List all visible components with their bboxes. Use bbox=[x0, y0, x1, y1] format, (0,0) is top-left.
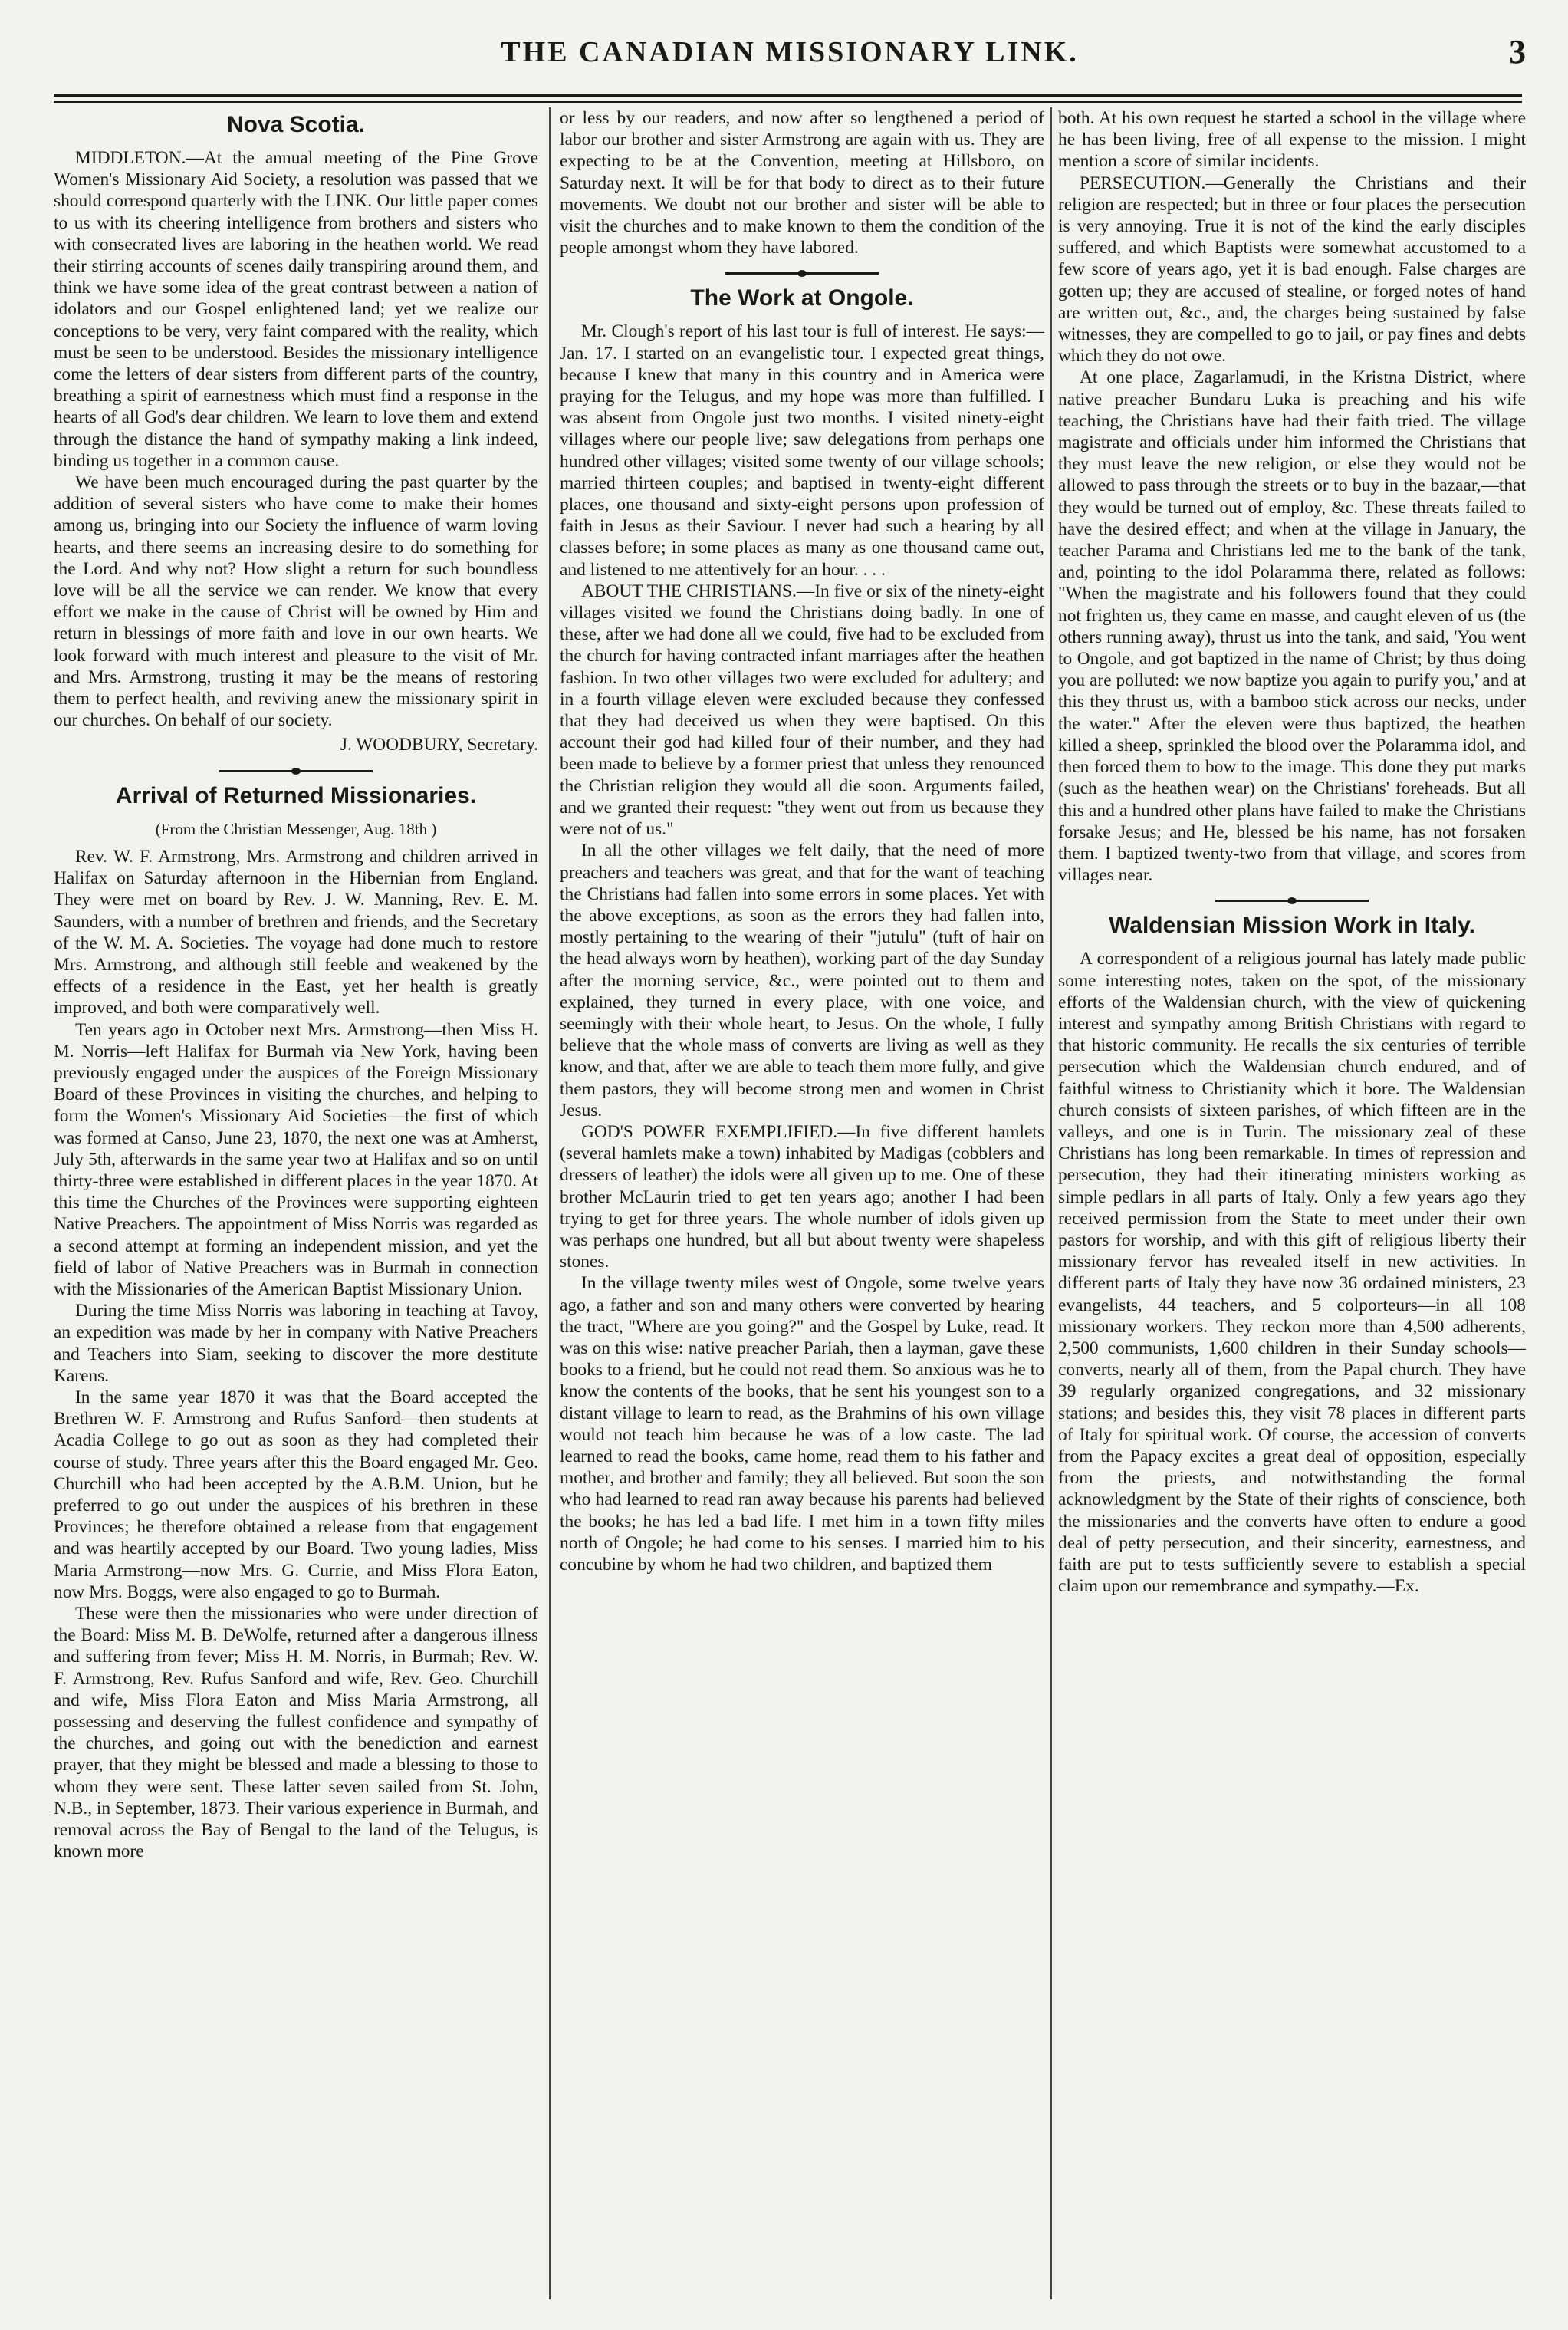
section-divider bbox=[725, 272, 879, 275]
article-paragraph: GOD'S POWER EXEMPLIFIED.—In five different hamlets (several hamlets make a town) inhabited by Madigas (cobblers and dressers of leather) the idols were all given up to me. One of these brother McLaurin tried to get ten years ago; another I had been trying to get for three years. The whole number of idols given up was perhaps one hundred, but all but about twenty were shapeless stones. bbox=[560, 1121, 1044, 1272]
article-paragraph: A correspondent of a religious journal has lately made public some interesting notes, taken on the spot, of the missionary efforts of the Waldensian church, with the view of quickening interest and sympathy among British Christians with regard to that historic community. He recalls the six centuries of terrible persecution which the Waldensian church endured, and of faithful witness to Christianity which it bore. The Waldensian church consists of sixteen parishes, of which fifteen are in the valleys, and one is in Turin. The missionary zeal of these Christians has long been remarkable. In times of repression and persecution, they had their itinerating ministers working as simple pedlars in all parts of Italy. Only a few years ago they received permission from the State to meet under their own pastors for worship, and with this gift of religious liberty their missionary fervor has revealed itself in new activities. In different parts of Italy they have now 36 ordained ministers, 23 evangelists, 44 teachers, and 5 colporteurs—in all 108 missionary workers. They reckon more than 4,500 adherents, 2,500 communists, 1,600 children in their Sunday schools—converts, nearly all of them, from the Papal church. They have 39 regularly organized congregations, and 32 missionary stations; and besides this, they visit 78 places in different parts of Italy for spiritual work. Of course, the accession of converts from the Papacy excites a great deal of opposition, especially from the priests, and notwithstanding the formal acknowledgment by the State of their rights of conscience, both the missionaries and the converts have often to endure a good deal of petty persecution, and their sincerity, earnestness, and faith are put to tests sufficiently severe to establish a special claim upon our remembrance and sympathy.—Ex. bbox=[1058, 949, 1526, 1597]
column-2 bbox=[560, 107, 1044, 2299]
column-divider bbox=[549, 107, 551, 2299]
article-source: (From the Christian Messenger, Aug. 18th ) bbox=[155, 819, 437, 838]
page-number: 3 bbox=[1509, 33, 1526, 71]
signature: J. WOODBURY, Secretary. bbox=[340, 735, 538, 755]
article-heading-waldensian: Waldensian Mission Work in Italy. bbox=[1109, 913, 1475, 939]
newspaper-title: THE CANADIAN MISSIONARY LINK. bbox=[501, 36, 1079, 68]
article-continuation: or less by our readers, and now after so lengthened a period of labor our brother and sister Armstrong are again with us. They are expecting to be at the Convention, meeting at Hillsboro, on Saturday next. It will be for that body to direct as to their future movements. We doubt not our brother and sister will be able to visit the churches and to make known to them the condition of the people amongst whom they have labored. bbox=[560, 108, 1044, 258]
section-divider bbox=[1215, 900, 1369, 902]
article-heading-ongole: The Work at Ongole. bbox=[690, 285, 914, 311]
column-3 bbox=[1058, 107, 1526, 2299]
article-paragraph: We have been much encouraged during the past quarter by the addition of several sisters who have come to make their homes among us, bringing into our Society the influence of warm loving hearts, and there seems an increasing desire to do something for the Lord. And why not? How slight a return for such boundless love will be all the service we can render. We know that every effort we make in the cause of Christ will be owned by Him and return in blessings of more faith and love in our own hearts. We look forward with much interest and pleasure to the visit of Mr. and Mrs. Armstrong, trusting it may be the means of restoring them to perfect health, and reviving anew the missionary spirit in our churches. On behalf of our society. bbox=[54, 472, 538, 731]
masthead bbox=[54, 21, 1526, 75]
article-heading-nova-scotia: Nova Scotia. bbox=[226, 112, 366, 137]
article-heading-arrival: Arrival of Returned Missionaries. bbox=[115, 782, 477, 808]
article-paragraph: These were then the missionaries who were under direction of the Board: Miss M. B. DeWolfe, returned after a dangerous illness and suffering from fever; Miss H. M. Norris, in Burmah; Rev. W. F. Armstrong, Rev. Rufus Sanford and wife, Rev. Geo. Churchill and wife, Miss Flora Eaton and Miss Maria Armstrong, all possessing and deserving the fullest confidence and sympathy of the churches, and going out with the benediction and earnest prayer, that they might be blessed and made a blessing to those to whom they were sent. These latter seven sailed from St. John, N.B., in September, 1873. Their various experience in Burmah, and removal across the Bay of Bengal to the land of the Telugus, is known more bbox=[54, 1604, 538, 1862]
article-paragraph: ABOUT THE CHRISTIANS.—In five or six of the ninety-eight villages visited we found the Christians doing badly. In one of these, after we had done all we could, five had to be excluded from the church for having contracted infant marriages after the heathen fashion. In two other villages two were excluded for adultery; and in a fourth village eleven were excluded because they confessed that they had deceived us when they were baptised. On this account their god had killed four of their number, and they had been made to believe by a former priest that unless they renounced the Christian religion they would all die soon. Arguments failed, and we granted their request: "they went out from us because they were not of us." bbox=[560, 581, 1044, 840]
article-paragraph: During the time Miss Norris was laboring in teaching at Tavoy, an expedition was made by her in company with Native Preachers and Teachers into Siam, seeking to discover the more destitute Karens. bbox=[54, 1301, 538, 1386]
article-paragraph: Ten years ago in October next Mrs. Armstrong—then Miss H. M. Norris—left Halifax for Burmah via New York, having been previously engaged under the auspices of the Foreign Missionary Board of these Provinces in visiting the churches, and helping to form the Women's Missionary Aid Societies—the first of which was formed at Canso, June 23, 1870, the next one was at Amherst, July 5th, afterwards in the same year two at Halifax and so on until thirty-three were established in different places in the year 1870. At this time the Churches of the Provinces were supporting eighteen Native Preachers. The appointment of Miss Norris was regarded as a second attempt at forming an independent mission, and yet the field of labor of Native Preachers was in Burmah in connection with the Missionaries of the American Baptist Missionary Union. bbox=[54, 1019, 538, 1299]
article-paragraph: In the same year 1870 it was that the Board accepted the Brethren W. F. Armstrong and Rufus Sanford—then students at Acadia College to go out as soon as they had completed their course of study. Three years after this the Board engaged Mr. Geo. Churchill who had been accepted by the A.B.M. Union, but he preferred to go out under the auspices of his brethren in these Provinces; he therefore obtained a release from that engagement and was heartily accepted by our Board. Two young ladies, Miss Maria Armstrong—now Mrs. G. Currie, and Miss Flora Eaton, now Mrs. Boggs, were also engaged to go to Burmah. bbox=[54, 1387, 538, 1602]
column-divider bbox=[1050, 107, 1052, 2299]
column-1 bbox=[54, 107, 538, 2299]
article-paragraph: At one place, Zagarlamudi, in the Kristna District, where native preacher Bundaru Luka is preaching and his wife teaching, the Christians have had their faith tried. The village magistrate and officials under him informed the Christians that they must leave the new religion, or else they would not be allowed to pass through the streets or to buy in the bazaar,—that they would be turned out of employ, &c. These threats failed to have the desired effect; and when at the village in January, the teacher Parama and Christians led me to the bank of the tank, and, pointing to the idol Polaramma there, related as follows: "When the magistrate and his followers found that they could not frighten us, they came en masse, and caught eleven of us (the others running away), thrust us into the tank, and said, 'You went to Ongole, and got baptized in the name of Christ; by thus doing you are polluted: we now baptize you again to purify you,' and at this they thrust us, with a bamboo stick across our necks, under the water." After the eleven were thus baptized, the heathen killed a sheep, sprinkled the blood over the Polaramma idol, and then forced them to bow to the image. This done they put marks (such as the heathen wear) on the Christians' foreheads. But all this and a hundred other plans have failed to make the Christians forsake Jesus; and He, blessed be his name, has not forsaken them. I baptized twenty-two from that village, and scores from villages near. bbox=[1058, 367, 1526, 886]
article-paragraph: PERSECUTION.—Generally the Christians and their religion are respected; but in three or four places the persecution is very annoying. True it is not of the kind the early disciples suffered, and which Baptists were somewhat accustomed to a few score of years ago, yet it is bad enough. False charges are gotten up; they are accused of stealine, or forged notes of hand are written out, &c., and, the charges being sustained by false witnesses, they are compelled to go to jail, or pay fines and debts which they do not owe. bbox=[1058, 173, 1526, 367]
article-paragraph: Mr. Clough's report of his last tour is full of interest. He says:—Jan. 17. I started on an evangelistic tour. I expected great things, because I knew that many in this country and in America were praying for the Telugus, and my hope was more than fulfilled. I was absent from Ongole just two months. I visited ninety-eight villages where our people live; saw delegations from perhaps one hundred other villages; visited some twenty of our village schools; married thirteen couples; and baptised in twenty-eight different places, one thousand and sixty-eight persons upon profession of faith in Jesus as their Saviour. I never had such a hearing by all classes before; in some places as many as one thousand came out, and listened to me attentively for an hour. . . . bbox=[560, 321, 1044, 580]
section-divider bbox=[219, 770, 373, 772]
article-paragraph: In all the other villages we felt daily, that the need of more preachers and teachers was great, and that for the want of teaching the Christians had fallen into some errors in some places. Yet with the above exceptions, as soon as the errors they had fallen into, mostly pertaining to the wearing of their "jutulu" (tuft of hair on the head always worn by heathen), working part of the day Sunday after the morning service, &c., were pointed out to them and explained, they turned in every place, with one voice, and seemingly with their whole heart, to Jesus. On the whole, I fully believe that the whole mass of converts are living as well as they know, and that, after we are able to teach them more fully, and give them pastors, they will become strong men and women in Christ Jesus. bbox=[560, 841, 1044, 1121]
article-paragraph: MIDDLETON.—At the annual meeting of the Pine Grove Women's Missionary Aid Society, a resolution was passed that we should correspond quarterly with the LINK. Our little paper comes to us with its cheering intelligence from brothers and sisters who with consecrated lives are laboring in the heathen world. We read their stirring accounts of scenes daily transpiring around them, and think we have some idea of the great contrast between a nation of idolators and our Gospel enlightened land; yet we realize our conceptions to be very, very faint compared with the reality, which must be seen to be understood. Besides the missionary intelligence come the letters of dear sisters from different parts of the country, breathing a spirit of earnestness which must find a response in the hearts of all God's dear children. We learn to love them and extend through the distance the hand of sympathy making a link indeed, binding us together in a common cause. bbox=[54, 148, 538, 471]
article-paragraph: In the village twenty miles west of Ongole, some twelve years ago, a father and son and many others were converted by hearing the tract, "Where are you going?" and the Gospel by Luke, read. It was on this wise: native preacher Pariah, then a layman, gave these books to a friend, but he could not read them. So anxious was he to know the contents of the books, that he sent his youngest son to a distant village to learn to read, as the Brahmins of his own village would not teach him because he was of a low caste. The lad learned to read the books, came home, read them to his father and mother, and brother and family; they all believed. But soon the son who had learned to read ran away because his parents had believed the books; he has led a bad life. I met him in a town fifty miles north of Ongole; he had come to his senses. I married him to his concubine by whom he had two children, and baptized them bbox=[560, 1273, 1044, 1575]
article-paragraph: Rev. W. F. Armstrong, Mrs. Armstrong and children arrived in Halifax on Saturday afternoon in the Hibernian from England. They were met on board by Rev. J. W. Manning, Rev. E. M. Saunders, with a number of brethren and friends, and the Secretary of the W. M. A. Societies. The voyage had done much to restore Mrs. Armstrong, and although still feeble and weakened by the effects of a residence in the East, yet her health is greatly improved, and both were comparatively well. bbox=[54, 846, 538, 1019]
header-rule bbox=[54, 94, 1522, 103]
article-continuation: both. At his own request he started a school in the village where he has been living, free of all expense to the mission. I might mention a score of similar incidents. bbox=[1058, 108, 1526, 172]
